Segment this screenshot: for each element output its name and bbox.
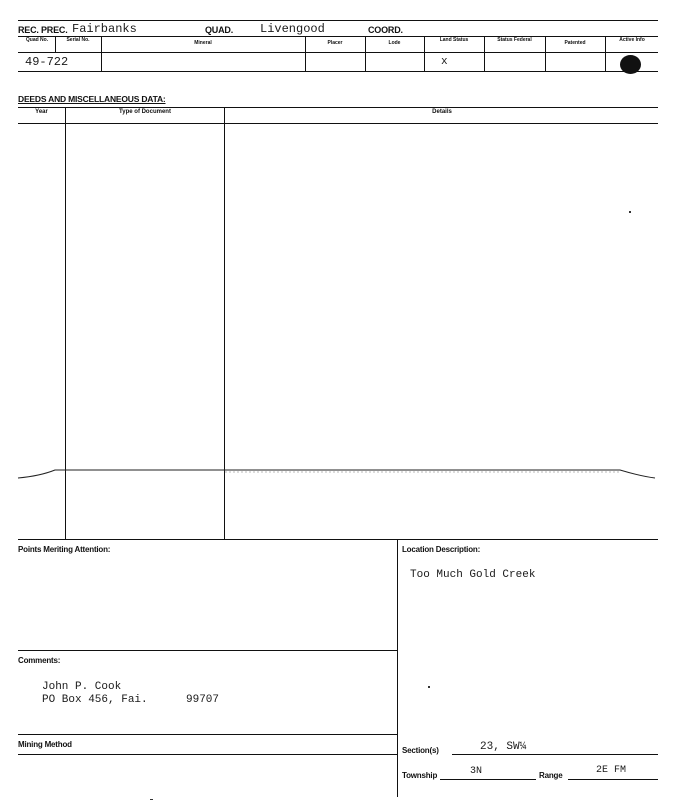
section-underline [452,754,658,755]
top-rule [18,20,658,21]
col-header-serial-no: Serial No. [66,37,90,43]
quad-value: Livengood [260,22,325,36]
col-header-quad-no: Quad No. [25,37,49,43]
speck-mark [428,686,430,688]
col-header-details: Details [432,109,452,115]
location-value: Too Much Gold Creek [410,569,536,581]
col-header-type-of-document: Type of Document [119,109,171,115]
page-fold-seam [0,460,678,490]
deeds-header-bottom [18,123,658,124]
claim-table-bottom [18,71,658,72]
comments-line-1: John P. Cook [42,681,122,693]
comments-line-2: PO Box 456, Fai. [42,694,148,706]
col-header-year: Year [35,109,48,115]
bottom-section-divider [397,539,398,797]
points-label: Points Meriting Attention: [18,545,111,554]
col-header-land-status: Land Status [439,37,469,43]
range-underline [568,779,658,780]
col-header-status-federal: Status Federal [497,37,532,43]
col-header-placer: Placer [327,40,343,46]
speck-mark [150,799,153,800]
rec-prec-label: REC. PREC. [18,25,68,35]
mining-method-top [18,734,397,735]
comments-zip: 99707 [186,694,220,706]
range-label: Range [539,771,563,780]
mining-method-underline [18,754,397,755]
claim-table-header-bottom [18,52,658,53]
bottom-section-top [18,539,658,540]
township-label: Township [402,771,438,780]
section-value: 23, SW¼ [480,741,527,753]
punch-hole-mark [620,55,641,74]
mining-method-label: Mining Method [18,740,72,749]
quad-serial-value: 49-722 [25,55,69,69]
deeds-section-title: DEEDS AND MISCELLANEOUS DATA: [18,94,166,104]
comments-label: Comments: [18,656,61,665]
claim-table-top [18,36,658,37]
col-header-mineral: Mineral [194,40,212,46]
deeds-table-top [18,107,658,108]
rec-prec-value: Fairbanks [72,22,137,36]
range-value: 2E FM [596,765,627,776]
col-header-active-info: Active Info [619,37,645,43]
speck-mark [629,211,631,213]
col-header-lode: Lode [388,40,401,46]
col-header-patented: Patented [564,40,586,46]
comments-top [18,650,397,651]
land-status-mark: x [441,56,448,68]
township-value: 3N [470,766,483,777]
coord-label: COORD. [368,25,403,35]
section-label: Section(s) [402,746,439,755]
township-underline [440,779,536,780]
location-label: Location Description: [402,545,481,554]
quad-label: QUAD. [205,25,233,35]
